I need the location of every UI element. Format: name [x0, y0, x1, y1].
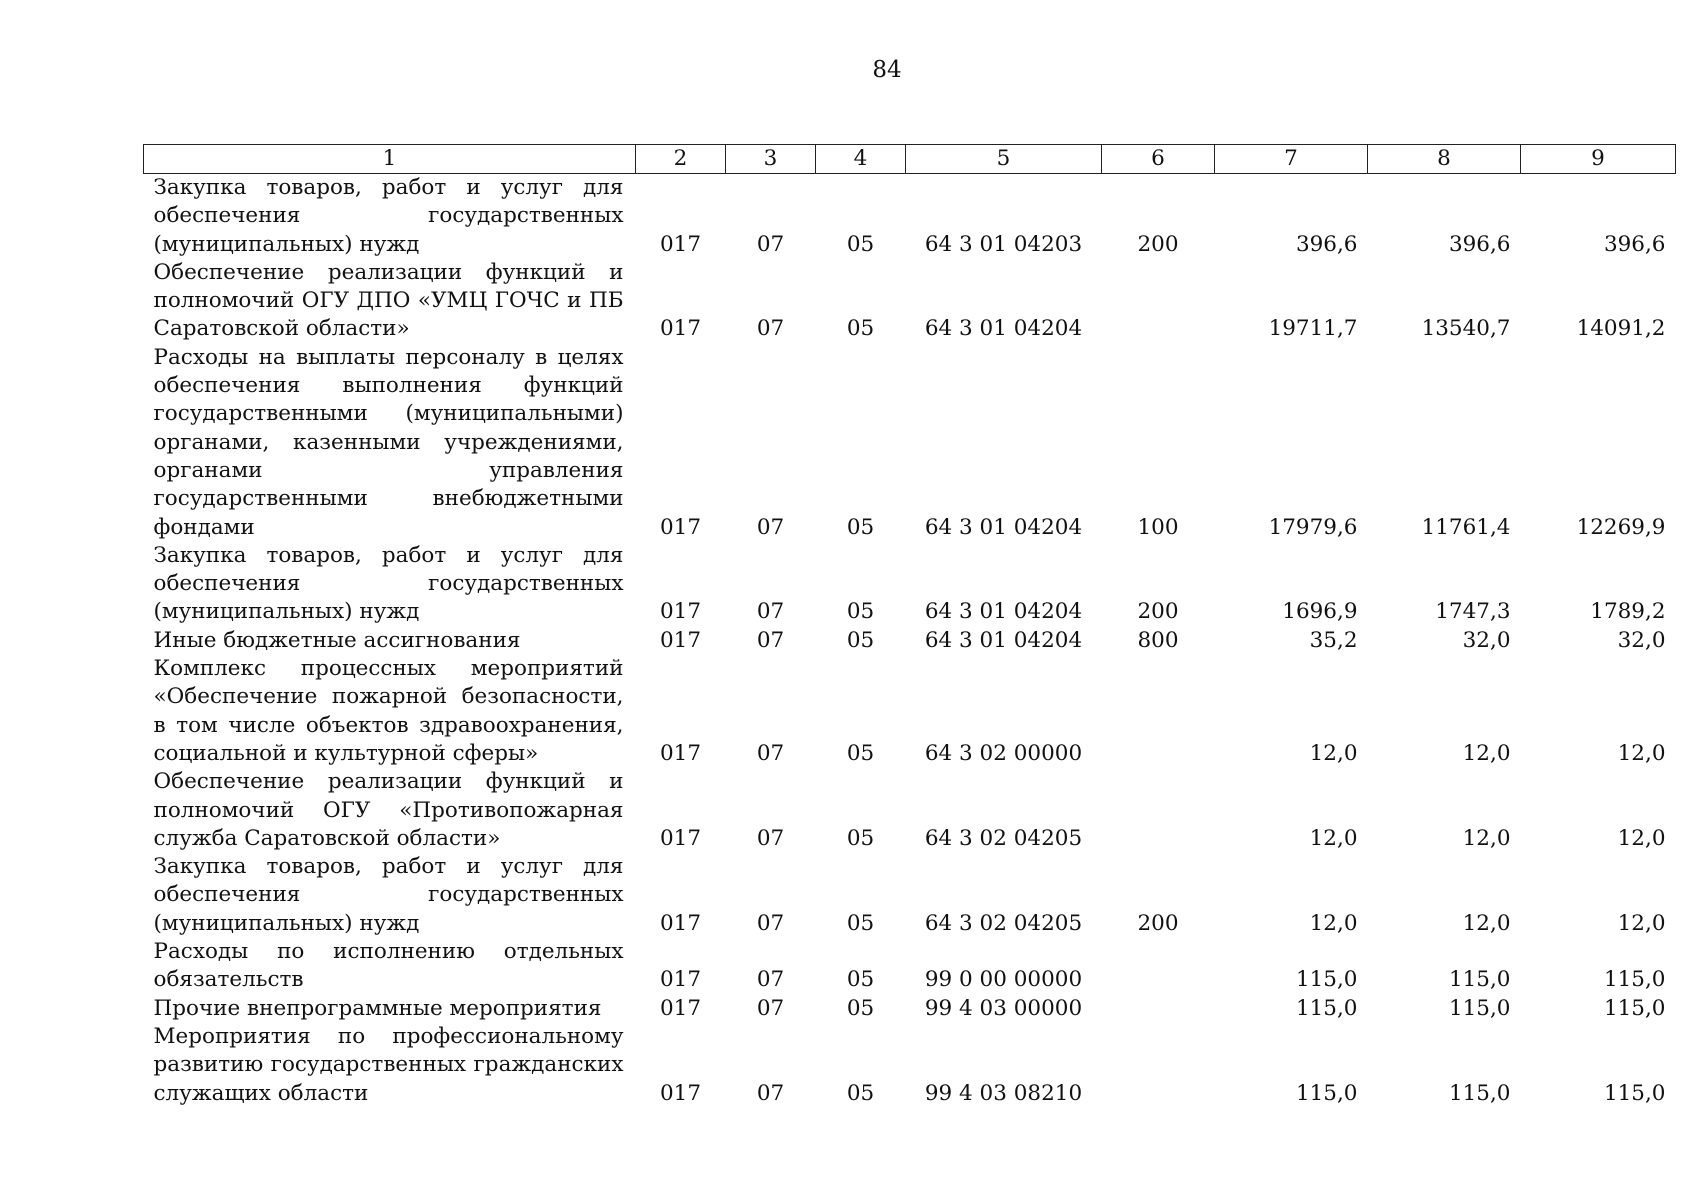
cell-amount-col9: 1789,2 [1590, 599, 1666, 625]
column-header: 8 [1368, 145, 1521, 174]
cell-amount-col9: 12,0 [1617, 910, 1666, 936]
cell-target-article: 64 3 02 00000 [924, 740, 1083, 766]
cell-section: 07 [756, 316, 785, 342]
cell-expense-type: 200 [1137, 910, 1179, 936]
cell-ministry-code: 017 [659, 599, 702, 625]
table-body [144, 174, 1676, 1108]
cell-section: 07 [756, 599, 785, 625]
row-description: Иные бюджетные ассигнования [153, 627, 521, 653]
cell-amount-col7: 17979,6 [1268, 514, 1358, 540]
cell-target-article: 64 3 01 04204 [924, 514, 1083, 540]
table-row [144, 174, 1676, 259]
cell-ministry-code: 017 [659, 967, 702, 993]
cell-ministry-code: 017 [659, 316, 702, 342]
cell-ministry-code: 017 [659, 1080, 702, 1106]
cell-amount-col8: 12,0 [1462, 740, 1511, 766]
table-row [144, 259, 1676, 344]
column-header: 7 [1215, 145, 1368, 174]
cell-target-article: 99 4 03 00000 [924, 995, 1083, 1021]
cell-ministry-code: 017 [659, 910, 702, 936]
cell-expense-type: 800 [1137, 627, 1179, 653]
cell-section: 07 [756, 1080, 785, 1106]
cell-amount-col8: 115,0 [1448, 967, 1511, 993]
column-header: 6 [1102, 145, 1215, 174]
cell-target-article: 99 0 00 00000 [924, 967, 1083, 993]
cell-target-article: 64 3 01 04204 [924, 599, 1083, 625]
cell-amount-col9: 14091,2 [1576, 316, 1666, 342]
cell-amount-col7: 12,0 [1309, 825, 1358, 851]
column-header: 1 [144, 145, 636, 174]
cell-amount-col7: 396,6 [1295, 231, 1358, 257]
cell-subsection: 05 [846, 599, 875, 625]
cell-section: 07 [756, 231, 785, 257]
cell-expense-type [1102, 768, 1215, 853]
cell-amount-col8: 115,0 [1448, 995, 1511, 1021]
cell-subsection: 05 [846, 995, 875, 1021]
cell-subsection: 05 [846, 967, 875, 993]
cell-target-article: 64 3 01 04204 [924, 316, 1083, 342]
row-description: Комплекс процессных мероприятий «Обеспечение пожарной безопасности, в том числе объектов здравоохранения, социальной и культурной сферы» [153, 656, 624, 766]
budget-table [143, 144, 1676, 1108]
cell-section: 07 [756, 825, 785, 851]
cell-amount-col9: 32,0 [1617, 627, 1666, 653]
table-row [144, 995, 1676, 1023]
row-description: Закупка товаров, работ и услуг для обеспечения государственных (муниципальных) нужд [153, 175, 624, 257]
cell-amount-col8: 396,6 [1448, 231, 1511, 257]
cell-amount-col8: 13540,7 [1421, 316, 1511, 342]
column-header: 5 [906, 145, 1102, 174]
row-description: Закупка товаров, работ и услуг для обеспечения государственных (муниципальных) нужд [153, 542, 624, 625]
cell-subsection: 05 [846, 316, 875, 342]
cell-expense-type [1102, 995, 1215, 1023]
cell-amount-col7: 1696,9 [1282, 599, 1358, 625]
table-header-row [144, 145, 1676, 174]
cell-amount-col9: 12269,9 [1576, 514, 1666, 540]
cell-amount-col8: 1747,3 [1435, 599, 1511, 625]
cell-expense-type [1102, 259, 1215, 344]
cell-expense-type [1102, 655, 1215, 768]
table-row [144, 938, 1676, 995]
cell-ministry-code: 017 [659, 627, 702, 653]
cell-subsection: 05 [846, 740, 875, 766]
cell-subsection: 05 [846, 514, 875, 540]
cell-amount-col8: 12,0 [1462, 910, 1511, 936]
cell-subsection: 05 [846, 231, 875, 257]
cell-subsection: 05 [846, 627, 875, 653]
cell-subsection: 05 [846, 1080, 875, 1106]
cell-target-article: 64 3 02 04205 [924, 825, 1083, 851]
cell-amount-col7: 115,0 [1295, 967, 1358, 993]
cell-ministry-code: 017 [659, 231, 702, 257]
cell-ministry-code: 017 [659, 740, 702, 766]
cell-ministry-code: 017 [659, 825, 702, 851]
cell-subsection: 05 [846, 825, 875, 851]
cell-target-article: 64 3 01 04204 [924, 627, 1083, 653]
column-header: 4 [816, 145, 906, 174]
table-row [144, 655, 1676, 768]
cell-target-article: 64 3 01 04203 [924, 231, 1083, 257]
cell-section: 07 [756, 967, 785, 993]
cell-amount-col9: 115,0 [1603, 967, 1666, 993]
cell-amount-col8: 115,0 [1448, 1080, 1511, 1106]
row-description: Расходы по исполнению отдельных обязательств [153, 939, 624, 993]
cell-section: 07 [756, 627, 785, 653]
row-description: Закупка товаров, работ и услуг для обеспечения государственных (муниципальных) нужд [153, 854, 624, 936]
cell-amount-col7: 115,0 [1295, 995, 1358, 1021]
cell-amount-col8: 12,0 [1462, 825, 1511, 851]
row-description: Расходы на выплаты персоналу в целях обеспечения выполнения функций государственными (муниципальными) органами, казенными учреждениями, органами управления государственными внебюджетными фондами [153, 344, 624, 540]
table-row [144, 853, 1676, 938]
cell-amount-col9: 115,0 [1603, 1080, 1666, 1106]
cell-target-article: 99 4 03 08210 [924, 1080, 1083, 1106]
cell-expense-type: 100 [1137, 514, 1179, 540]
column-header: 9 [1521, 145, 1676, 174]
cell-amount-col7: 12,0 [1309, 740, 1358, 766]
cell-subsection: 05 [846, 910, 875, 936]
row-description: Обеспечение реализации функций и полномочий ОГУ «Противопожарная служба Саратовской области» [153, 769, 624, 851]
cell-expense-type: 200 [1137, 599, 1179, 625]
table-row [144, 768, 1676, 853]
column-header: 2 [636, 145, 726, 174]
cell-amount-col9: 12,0 [1617, 825, 1666, 851]
row-description: Прочие внепрограммные мероприятия [153, 995, 602, 1021]
cell-amount-col7: 35,2 [1309, 627, 1358, 653]
page-number: 84 [872, 57, 902, 83]
cell-ministry-code: 017 [659, 514, 702, 540]
cell-amount-col7: 12,0 [1309, 910, 1358, 936]
column-header: 3 [726, 145, 816, 174]
cell-amount-col9: 115,0 [1603, 995, 1666, 1021]
cell-target-article: 64 3 02 04205 [924, 910, 1083, 936]
cell-section: 07 [756, 995, 785, 1021]
cell-expense-type [1102, 938, 1215, 995]
cell-amount-col7: 115,0 [1295, 1080, 1358, 1106]
table-row [144, 627, 1676, 655]
cell-expense-type [1102, 1023, 1215, 1108]
row-description: Мероприятия по профессиональному развитию государственных гражданских служащих области [153, 1023, 624, 1106]
cell-ministry-code: 017 [659, 995, 702, 1021]
cell-section: 07 [756, 514, 785, 540]
cell-amount-col8: 32,0 [1462, 627, 1511, 653]
cell-amount-col7: 19711,7 [1268, 316, 1358, 342]
cell-expense-type: 200 [1137, 231, 1179, 257]
cell-section: 07 [756, 740, 785, 766]
cell-amount-col8: 11761,4 [1421, 514, 1511, 540]
table-row [144, 344, 1676, 542]
table-row [144, 1023, 1676, 1108]
row-description: Обеспечение реализации функций и полномочий ОГУ ДПО «УМЦ ГОЧС и ПБ Саратовской области» [153, 259, 624, 342]
table-row [144, 542, 1676, 627]
cell-amount-col9: 12,0 [1617, 740, 1666, 766]
cell-section: 07 [756, 910, 785, 936]
cell-amount-col9: 396,6 [1603, 231, 1666, 257]
